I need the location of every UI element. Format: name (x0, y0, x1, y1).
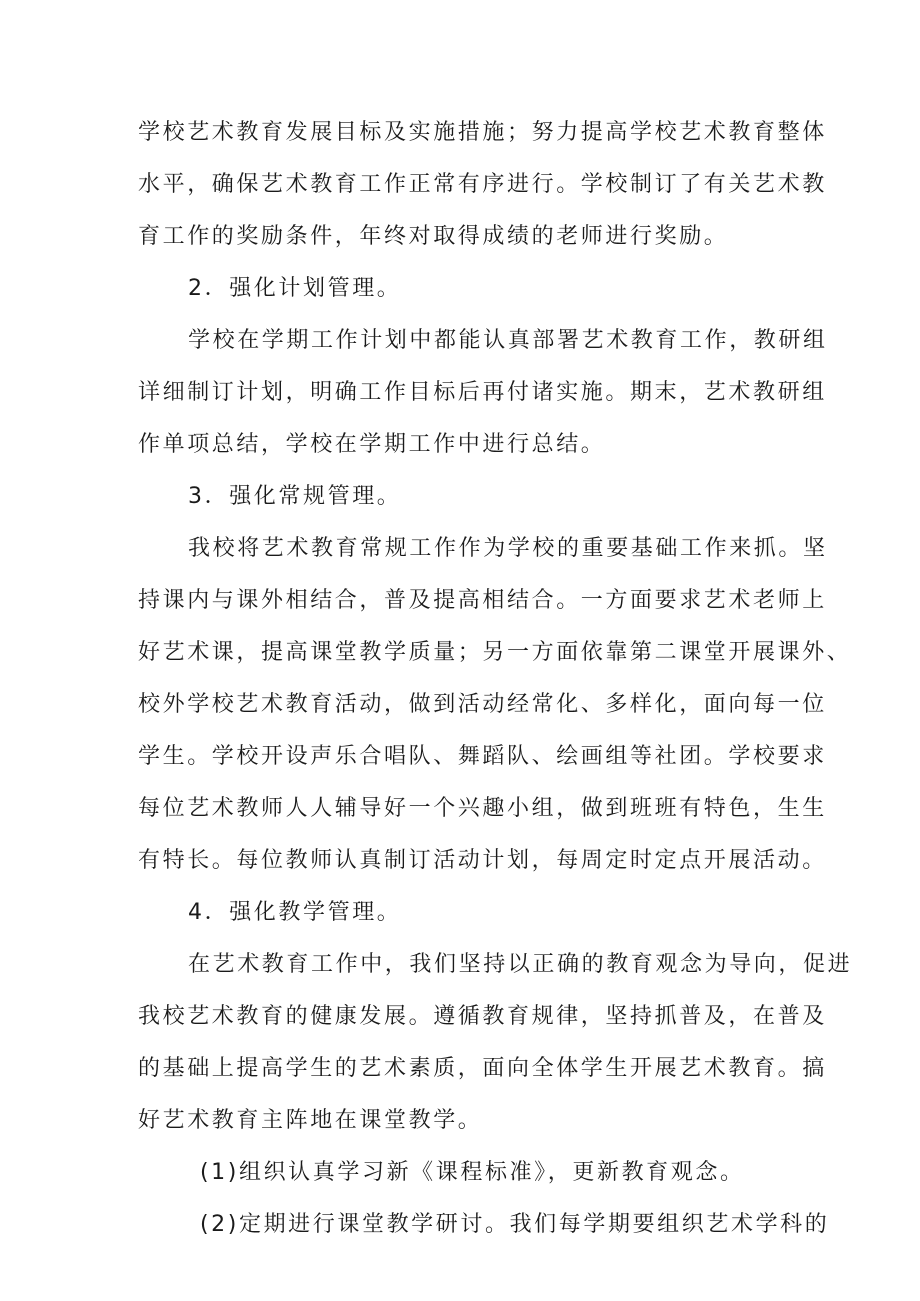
paragraph-line: 学校在学期工作计划中都能认真部署艺术教育工作，教研组 (188, 328, 828, 353)
paragraph-line: 有特长。每位教师认真制订活动计划，每周定时定点开展活动。 (138, 848, 827, 873)
section-heading: 2．强化计划管理。 (188, 276, 402, 301)
section-heading: 3．强化常规管理。 (188, 484, 402, 509)
paragraph-line: 在艺术教育工作中，我们坚持以正确的教育观念为导向，促进 (188, 952, 853, 977)
paragraph-line: 持课内与课外相结合，普及提高相结合。一方面要求艺术老师上 (138, 588, 827, 613)
paragraph-line: 好艺术教育主阵地在课堂教学。 (138, 1108, 483, 1133)
paragraph-line: 校外学校艺术教育活动，做到活动经常化、多样化，面向每一位 (138, 692, 827, 717)
paragraph-line: 育工作的奖励条件，年终对取得成绩的老师进行奖励。 (138, 224, 729, 249)
paragraph-line: 学生。学校开设声乐合唱队、舞蹈队、绘画组等社团。学校要求 (138, 744, 827, 769)
paragraph-line: 好艺术课，提高课堂教学质量；另一方面依靠第二课堂开展课外、 (138, 640, 852, 665)
paragraph-line: 每位艺术教师人人辅导好一个兴趣小组，做到班班有特色，生生 (138, 796, 827, 821)
list-item: (2)定期进行课堂教学研讨。我们每学期要组织艺术学科的 (200, 1212, 830, 1237)
paragraph-line: 水平，确保艺术教育工作正常有序进行。学校制订了有关艺术教 (138, 172, 827, 197)
paragraph-line: 我校将艺术教育常规工作作为学校的重要基础工作来抓。坚 (188, 536, 828, 561)
paragraph-line: 的基础上提高学生的艺术素质，面向全体学生开展艺术教育。搞 (138, 1056, 827, 1081)
paragraph-line: 作单项总结，学校在学期工作中进行总结。 (138, 432, 606, 457)
list-item: (1)组织认真学习新《课程标准》，更新教育观念。 (200, 1160, 745, 1185)
section-heading: 4．强化教学管理。 (188, 900, 402, 925)
paragraph-line: 学校艺术教育发展目标及实施措施；努力提高学校艺术教育整体 (138, 120, 827, 145)
paragraph-line: 详细制订计划，明确工作目标后再付诸实施。期末，艺术教研组 (138, 380, 827, 405)
paragraph-line: 我校艺术教育的健康发展。遵循教育规律，坚持抓普及，在普及 (138, 1004, 827, 1029)
